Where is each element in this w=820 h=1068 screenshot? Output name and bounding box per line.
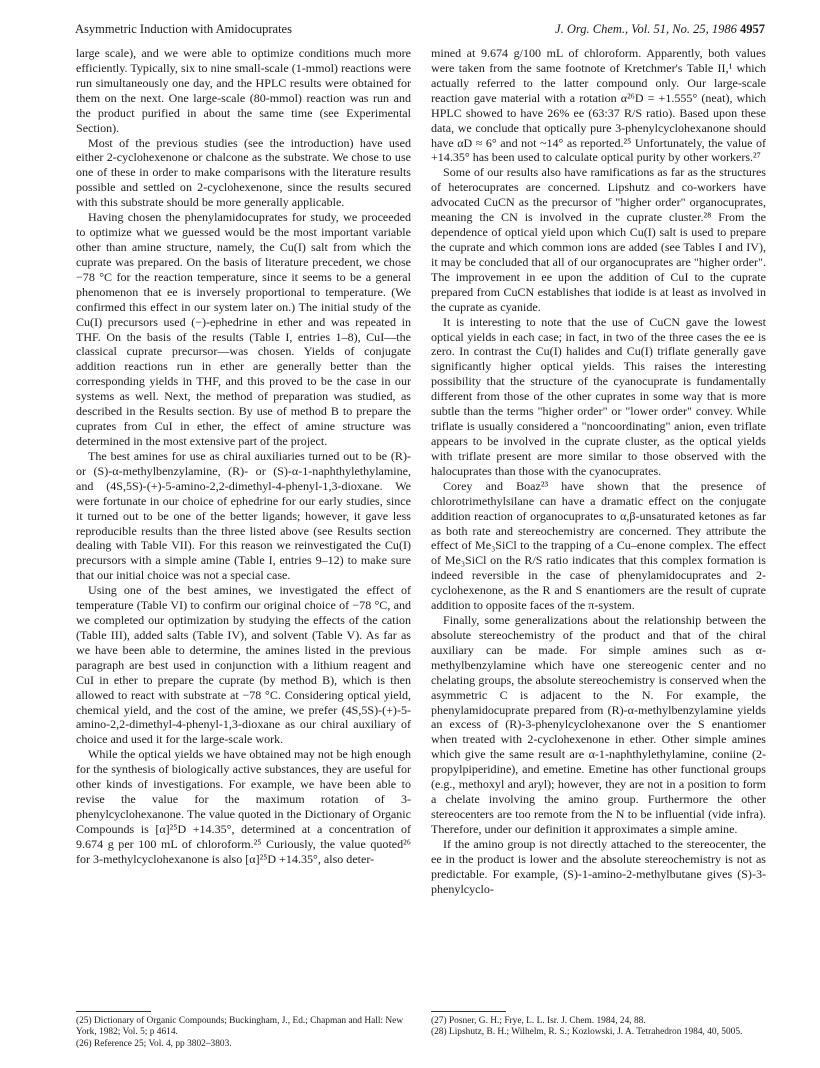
paragraph: Finally, some generalizations about the relationship between the absolute stereochemistry of the product and that of the chiral auxiliary can be made. For simple amines such as α-methylbenzylamine which have one stereogenic center and no chelating groups, the absolute stereochemistry is conserved when the asymmetric C is adjacent to the N. For example, the phenylamidocuprate prepared from (R)-α-methylbenzylamine yields an excess of (R)-3-phenylcyclohexanone over the S enantiomer when treated with 2-cyclohexenone in ether. Other simple amines which give the same result are α-1-naphthylethylamine, coniine (2-propylpiperidine), and emetine. Emetine has other functional groups (e.g., methoxyl and aryl); however, they are not in a position to form a chelate involving the amino group. Furthermore the other stereocenters are too remote from the N to be influential (vide infra). Therefore, under our definition it approximates a simple amine. — [431, 613, 766, 836]
footnote: (27) Posner, G. H.; Frye, L. L. Isr. J. Chem. 1984, 24, 88. — [431, 1016, 646, 1026]
journal-citation — [555, 22, 765, 37]
paragraph: It is interesting to note that the use of CuCN gave the lowest optical yields in each case; in fact, in two of the three cases the ee is zero. In contrast the Cu(I) halides and Cu(I) triflate generally gave significantly higher optical yields. This raises the interesting possibility that the structure of the cyanocuprate is fundamentally different from those of the other cuprates in some way that is more subtle than the terms "higher order" or "lower order" convey. While triflate is usually considered a "noncoordinating" anion, even triflate appears to be involved in the cuprate cluster, as the optical yields with triflate present are more similar to those observed with the halocuprates than those with the cyanocuprates. — [431, 314, 766, 478]
paragraph: mined at 9.674 g/100 mL of chloroform. Apparently, both values were taken from the same footnote of Kretchmer's Table II,¹ which actually referred to the latter compound only. Our large-scale reaction gave material with a rotation α²⁶D = +1.555° (neat), which HPLC showed to have 26% ee (63:37 R/S ratio). Based upon these data, we conclude that optically pure 3-phenylcyclohexanone should have αD ≈ 6° and not ~14° as reported.²⁵ Unfortunately, the value of +14.35° has been used to calculate optical purity by other workers.²⁷ — [431, 46, 766, 165]
paragraph: If the amino group is not directly attached to the stereocenter, the ee in the product is lower and the absolute stereochemistry is not as predictable. For example, (S)-1-amino-2-methylbutane gives (S)-3-phenylcyclo- — [431, 836, 766, 896]
footnote: (25) Dictionary of Organic Compounds; Buckingham, J., Ed.; Chapman and Hall: New York, 1982; Vol. 5; p 4614. — [76, 1016, 404, 1038]
footnote-divider — [76, 1011, 151, 1012]
paragraph: Corey and Boaz²³ have shown that the presence of chlorotrimethylsilane can have a dramatic effect on the conjugate addition reaction of organocuprates to α,β-unsaturated ketones as far as both rate and stereochemistry are concerned. They attribute the effect of Me₃SiCl to the trapping of a Cu–enone complex. The effect of Me₃SiCl on the R/S ratio indicates that this complex formation is indeed reversible in the case of phenylamidocuprates and 2-cyclohexenone, as the R and S enantiomers are the result of cuprate addition to opposite faces of the π-system. — [431, 478, 766, 613]
running-header — [75, 22, 765, 38]
paragraph: Most of the previous studies (see the introduction) have used either 2-cyclohexenone or chalcone as the substrate. We chose to use one of these in order to make comparisons with the literature results possible and settled on 2-cyclohexenone, since the results secured with this substrate should be more generally applicable. — [76, 135, 411, 210]
paragraph: large scale), and we were able to optimize conditions much more efficiently. Typically, six to nine small-scale (1-mmol) reactions were run simultaneously one day, and the HPLC results were obtained for them on the next. One large-scale (80-mmol) reaction was run and the product purified in about the same time (see Experimental Section). — [76, 46, 411, 135]
footnotes-left — [76, 1016, 411, 1050]
paragraph: While the optical yields we have obtained may not be high enough for the synthesis of biologically active substances, they are useful for other kinds of investigations. For example, we have been able to revise the value for the maximum rotation of 3-phenylcyclohexanone. The value quoted in the Dictionary of Organic Compounds is [α]²⁵D +14.35°, determined at a concentration of 9.674 g per 100 mL of chloroform.²⁵ Curiously, the value quoted²⁶ for 3-methylcyclohexanone is also [α]²⁵D +14.35°, also deter- — [76, 747, 411, 866]
left-column — [76, 46, 411, 867]
journal-name: J. Org. Chem., Vol. 51, No. 25, 1986 — [555, 22, 737, 36]
paragraph: Some of our results also have ramifications as far as the structures of heterocuprates are concerned. Lipshutz and co-workers have advocated CuCN as the precursor of "higher order" organocuprates, meaning the CN is involved in the cuprate cluster.²⁸ From the dependence of optical yield upon which Cu(I) salt is used to prepare the cuprate and which common ions are added (see Tables I and IV), it may be concluded that all of our organocuprates are "higher order". The improvement in ee upon the addition of CuI to the cuprate prepared from CuCN establishes that iodide is at least as involved in the cuprate as cyanide. — [431, 165, 766, 314]
running-title: Asymmetric Induction with Amidocuprates — [75, 22, 292, 36]
paragraph: The best amines for use as chiral auxiliaries turned out to be (R)- or (S)-α-methylbenzylamine, (R)- or (S)-α-1-naphthylethylamine, and (4S,5S)-(+)-5-amino-2,2-dimethyl-4-phenyl-1,3-dioxane. We were fortunate in our choice of ephedrine for our early studies, since it turned out to be one of the better ligands; however, it gave less reproducible results than the three listed above (see Results section dealing with Table VII). For this reason we reinvestigated the Cu(I) precursors with a simple amine (Table I, entries 9–12) to make sure that our initial choice was not a special case. — [76, 448, 411, 583]
paragraph: Having chosen the phenylamidocuprates for study, we proceeded to optimize what we guessed would be the most important variable other than amine structure, namely, the Cu(I) salt from which the cuprate was prepared. On the basis of literature precedent, we chose −78 °C for the reaction temperature, since it seems to be a general phenomenon that ee is inversely proportional to temperature. (We confirmed this effect in our system later on.) The initial study of the Cu(I) precursors used (−)-ephedrine in ether and was repeated in THF. On the basis of the results (Table I, entries 1–8), CuI—the classical cuprate precursor—was chosen. Yields of conjugate addition reactions run in ether are generally better than the corresponding yields in THF, and this proved to be the case in our systems as well. Next, the method of preparation was studied, as described in the Results section. By use of method B to prepare the cuprates from CuI in ether, the effect of amine structure was determined in the most extensive part of the project. — [76, 210, 411, 448]
right-column — [431, 46, 766, 897]
footnote-divider — [431, 1011, 506, 1012]
paragraph: Using one of the best amines, we investigated the effect of temperature (Table VI) to confirm our original choice of −78 °C, and we completed our optimization by studying the effects of the cation (Table III), added salts (Table IV), and solvent (Table V). As far as we have been able to determine, the amines listed in the previous paragraph are best used in conjunction with a lithium reagent and CuI in ether to prepare the cuprate (by method B), which is then allowed to react with substrate at −78 °C. Considering optical yield, chemical yield, and the cost of the amine, we prefer (4S,5S)-(+)-5-amino-2,2-dimethyl-4-phenyl-1,3-dioxane as our chiral auxiliary of choice and used it for the large-scale work. — [76, 583, 411, 747]
footnote: (28) Lipshutz, B. H.; Wilhelm, R. S.; Kozlowski, J. A. Tetrahedron 1984, 40, 5005. — [431, 1027, 743, 1038]
footnotes-right — [431, 1016, 766, 1039]
footnote: (26) Reference 25; Vol. 4, pp 3802–3803. — [76, 1038, 232, 1049]
page-number: 4957 — [740, 22, 765, 36]
